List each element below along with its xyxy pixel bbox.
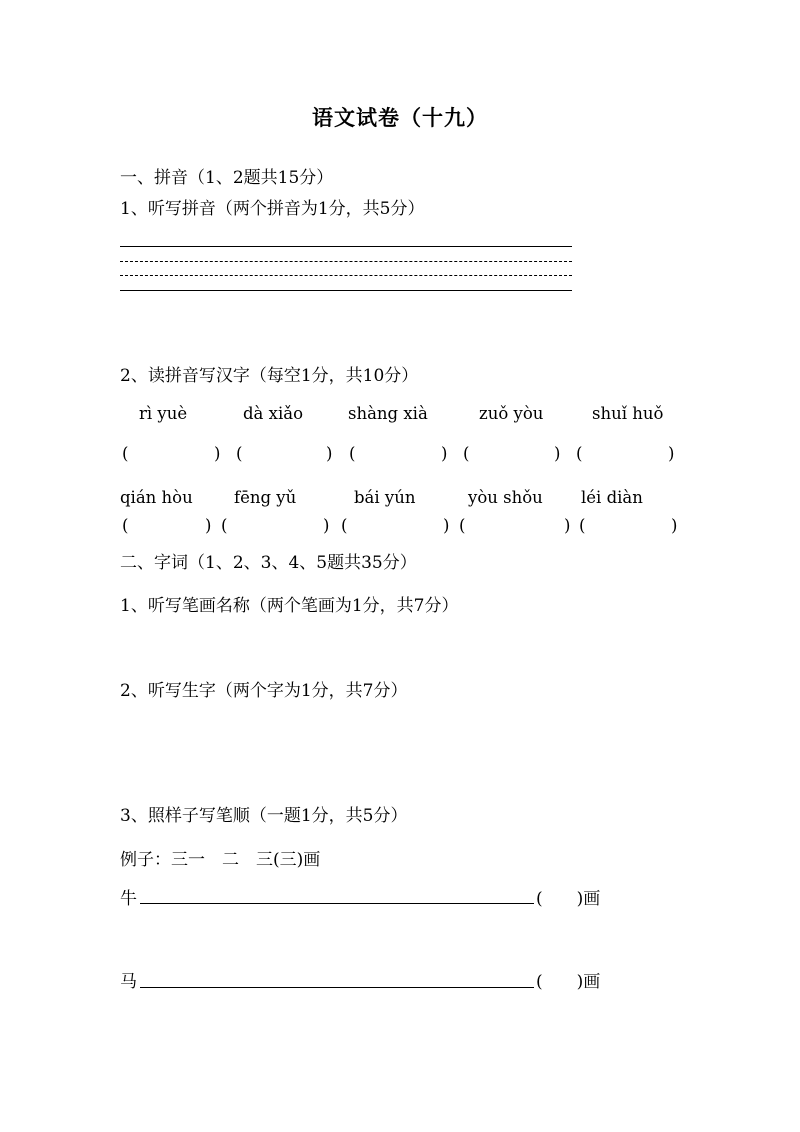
answer-blank-open[interactable]: ( xyxy=(341,516,348,535)
stroke-order-char: 牛 xyxy=(120,889,137,909)
pinyin-item: dà xiǎo xyxy=(243,404,303,423)
pinyin-item: rì yuè xyxy=(139,404,188,423)
answer-blank-open[interactable]: ( xyxy=(349,444,356,463)
grid-line-dash-2 xyxy=(120,275,572,276)
page-title: 语文试卷（十九） xyxy=(312,105,488,130)
pinyin-item: bái yún xyxy=(354,488,416,507)
pinyin-item: zuǒ yòu xyxy=(479,404,544,423)
pinyin-item: qián hòu xyxy=(120,488,193,507)
pinyin-item: léi diàn xyxy=(581,488,643,507)
grid-line-bottom xyxy=(120,290,572,291)
answer-blank-close: ) xyxy=(323,516,330,535)
stroke-order-char: 马 xyxy=(120,972,137,992)
stroke-order-answer-line[interactable] xyxy=(140,987,534,988)
question-2-2: 2、听写生字（两个字为1分，共7分） xyxy=(120,681,408,701)
pinyin-item: yòu shǒu xyxy=(468,488,543,507)
pinyin-item: shuǐ huǒ xyxy=(592,404,664,423)
answer-blank-close: ) xyxy=(668,444,675,463)
answer-blank-open[interactable]: ( xyxy=(122,516,129,535)
pinyin-item: shàng xià xyxy=(348,404,428,423)
answer-blank-close: ) xyxy=(564,516,571,535)
answer-blank-open[interactable]: ( xyxy=(236,444,243,463)
question-1-2: 2、读拼音写汉字（每空1分，共10分） xyxy=(120,366,419,386)
stroke-count-blank[interactable]: ( )画 xyxy=(536,889,601,909)
answer-blank-open[interactable]: ( xyxy=(221,516,228,535)
answer-blank-close: ) xyxy=(205,516,212,535)
answer-blank-close: ) xyxy=(214,444,221,463)
pinyin-item: fēng yǔ xyxy=(234,488,297,507)
stroke-order-answer-line[interactable] xyxy=(140,903,534,904)
stroke-count-blank[interactable]: ( )画 xyxy=(536,972,601,992)
answer-blank-open[interactable]: ( xyxy=(122,444,129,463)
answer-blank-close: ) xyxy=(554,444,561,463)
answer-blank-open[interactable]: ( xyxy=(463,444,470,463)
answer-blank-close: ) xyxy=(326,444,333,463)
answer-blank-close: ) xyxy=(671,516,678,535)
answer-blank-close: ) xyxy=(441,444,448,463)
grid-line-top xyxy=(120,246,572,247)
question-1-1: 1、听写拼音（两个拼音为1分，共5分） xyxy=(120,199,425,219)
question-2-3: 3、照样子写笔顺（一题1分，共5分） xyxy=(120,806,408,826)
section2-heading: 二、字词（1、2、3、4、5题共35分） xyxy=(120,553,417,573)
answer-blank-open[interactable]: ( xyxy=(579,516,586,535)
answer-blank-close: ) xyxy=(443,516,450,535)
question-2-1: 1、听写笔画名称（两个笔画为1分，共7分） xyxy=(120,596,459,616)
stroke-order-example: 例子：三一 二 三(三)画 xyxy=(120,850,321,870)
section1-heading: 一、拼音（1、2题共15分） xyxy=(120,168,334,188)
answer-blank-open[interactable]: ( xyxy=(576,444,583,463)
answer-blank-open[interactable]: ( xyxy=(459,516,466,535)
grid-line-dash-1 xyxy=(120,261,572,262)
